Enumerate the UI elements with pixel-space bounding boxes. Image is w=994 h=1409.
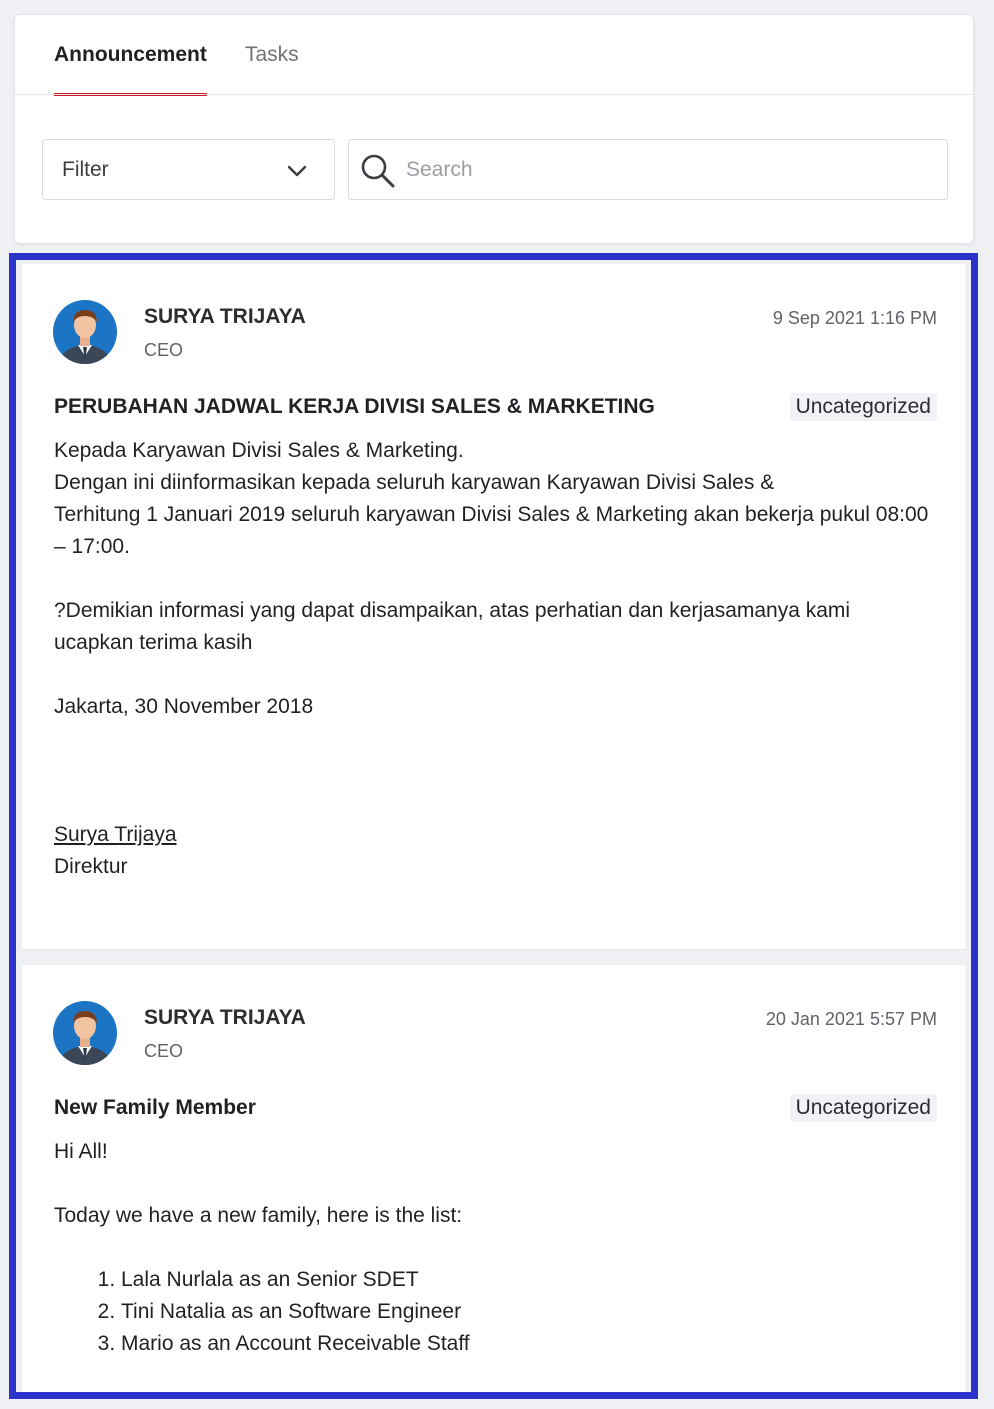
body-line: Kepada Karyawan Divisi Sales & Marketing. [54, 439, 464, 462]
post-title: New Family Member [54, 1096, 256, 1119]
new-member-list [54, 1264, 934, 1360]
body-line: Jakarta, 30 November 2018 [54, 695, 314, 718]
body-line: ?Demikian informasi yang dapat disampaikan, atas perhatian dan kerjasamanya kami ucapkan terima kasih [54, 599, 851, 654]
body-line: Dengan ini diinformasikan kepada seluruh karyawan Karyawan Divisi Sales & [54, 471, 775, 494]
announcement-post[interactable] [22, 965, 965, 1393]
post-body [54, 435, 934, 883]
search-input[interactable] [406, 152, 926, 188]
announcement-header-card [14, 14, 974, 244]
author-role: CEO [144, 340, 184, 360]
divider [15, 94, 973, 95]
avatar [53, 300, 117, 364]
chevron-down-icon [286, 160, 308, 182]
spacer [54, 1168, 934, 1200]
spacer [54, 659, 934, 691]
body-line: Hi All! [54, 1140, 108, 1163]
post-date: 20 Jan 2021 5:57 PM [765, 1009, 937, 1029]
spacer [54, 723, 934, 755]
post-date: 9 Sep 2021 1:16 PM [772, 308, 937, 328]
spacer [54, 755, 934, 787]
announcement-post[interactable] [22, 264, 965, 950]
author-role: CEO [144, 1041, 184, 1061]
search-icon [360, 153, 396, 189]
announcement-feed [9, 253, 978, 1399]
author-name: SURYA TRIJAYA [144, 305, 306, 328]
post-body [54, 1136, 934, 1360]
category-badge: Uncategorized [790, 393, 937, 421]
post-title: PERUBAHAN JADWAL KERJA DIVISI SALES & MARKETING [54, 395, 655, 418]
filter-dropdown[interactable] [42, 139, 335, 200]
list-item: 1. Lala Nurlala as an Senior SDET [121, 1264, 934, 1296]
spacer [54, 787, 934, 819]
author-name: SURYA TRIJAYA [144, 1006, 306, 1029]
tab-tasks[interactable]: Tasks [245, 43, 299, 66]
signature-title: Direktur [54, 855, 128, 878]
body-line: Today we have a new family, here is the list: [54, 1204, 463, 1227]
list-item: 2. Tini Natalia as an Software Engineer [121, 1296, 934, 1328]
avatar [53, 1001, 117, 1065]
body-line: Terhitung 1 Januari 2019 seluruh karyawan Divisi Sales & Marketing akan bekerja pukul 08:00 – 17:00. [54, 503, 929, 558]
search-box[interactable] [348, 139, 948, 200]
spacer [54, 563, 934, 595]
tab-bar [15, 15, 973, 94]
spacer [54, 1232, 934, 1264]
signature-name: Surya Trijaya [54, 823, 177, 846]
category-badge: Uncategorized [790, 1094, 937, 1122]
filter-label: Filter [62, 158, 109, 181]
tab-announcement[interactable]: Announcement [54, 43, 207, 66]
list-item: 3. Mario as an Account Receivable Staff [121, 1328, 934, 1360]
